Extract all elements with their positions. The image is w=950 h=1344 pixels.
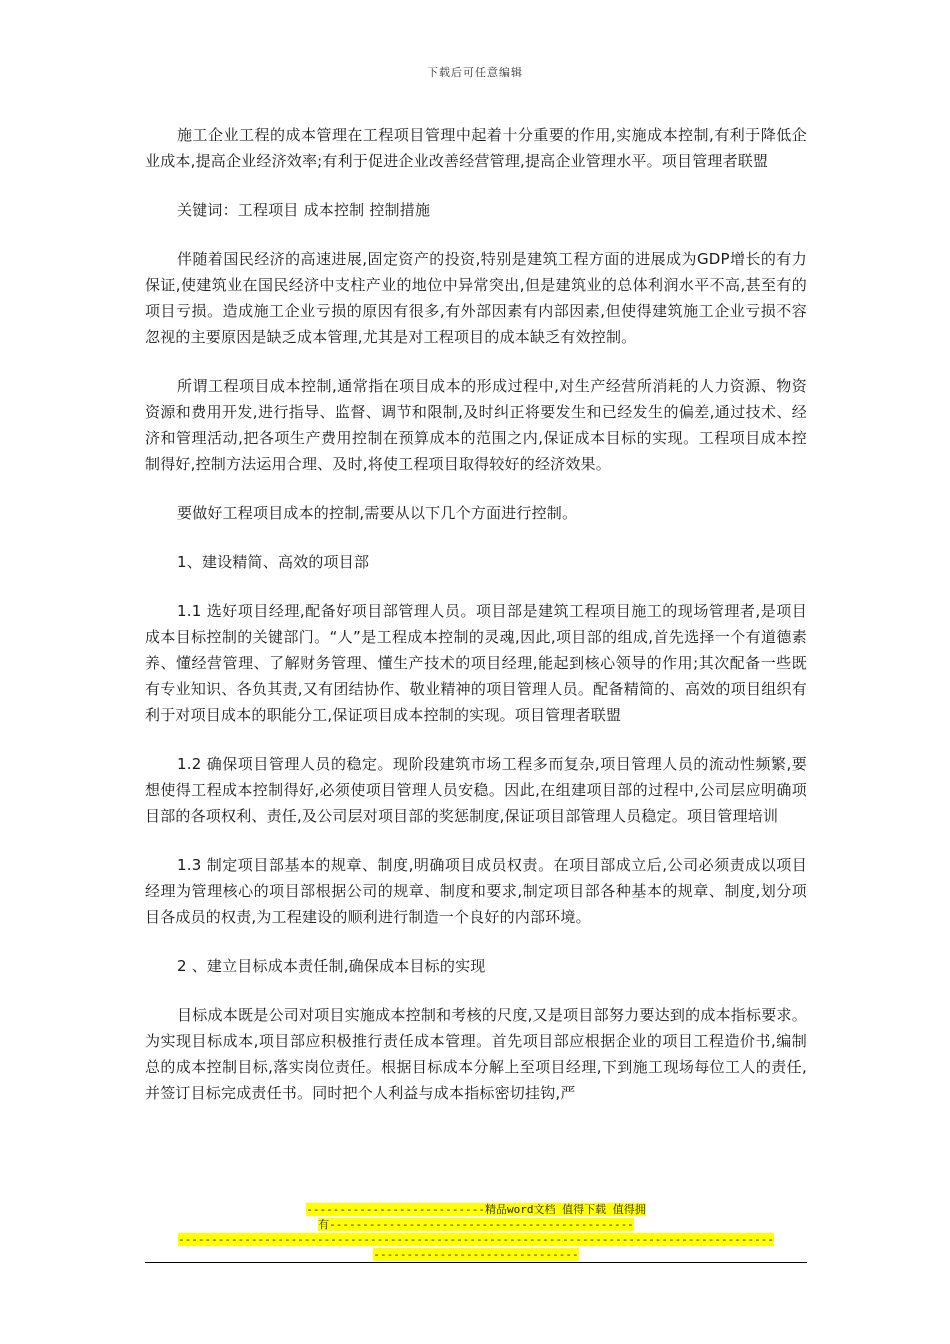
footer-line-4: -------------------------------: [373, 1248, 579, 1261]
document-body: [145, 122, 807, 1106]
paragraph-definition: 所谓工程项目成本控制,通常指在项目成本的形成过程中,对生产经营所消耗的人力资源、物资资源和费用开发,进行指导、监督、调节和限制,及时纠正将要发生和已经发生的偏差,通过技术、经济和管理活动,把各项生产费用控制在预算成本的范围之内,保证成本目标的实现。工程项目成本控制得好,控制方法运用合理、及时,将使工程项目取得较好的经济效果。: [145, 377, 807, 473]
paragraph-overview: 要做好工程项目成本的控制,需要从以下几个方面进行控制。: [177, 504, 578, 522]
paragraph-background: 伴随着国民经济的高速进展,固定资产的投资,特别是建筑工程方面的进展成为GDP增长的有力保证,使建筑业在国民经济中支柱产业的地位中异常突出,但是建筑业的总体利润水平不高,甚至有的项目亏损。造成施工企业亏损的原因有很多,有外部因素有内部因素,但使得建筑施工企业亏损不容忽视的主要原因是缺乏成本管理,尤其是对工程项目的成本缺乏有效控制。: [145, 250, 807, 346]
paragraph-intro: 施工企业工程的成本管理在工程项目管理中起着十分重要的作用,实施成本控制,有利于降低企业成本,提高企业经济效率;有利于促进企业改善经营管理,提高企业管理水平。项目管理者联盟: [145, 126, 807, 170]
footer-line-2: 有----------------------------------------------: [318, 1218, 634, 1231]
paragraph-1-1: 1.1 选好项目经理,配备好项目部管理人员。项目部是建筑工程项目施工的现场管理者,是项目成本目标控制的关键部门。“人”是工程成本控制的灵魂,因此,项目部的组成,首先选择一个有道德素养、懂经营管理、了解财务管理、懂生产技术的项目经理,能起到核心领导的作用;其次配备一些既有专业知识、各负其责,又有团结协作、敬业精神的项目管理人员。配备精简的、高效的项目组织有利于对项目成本的职能分工,保证项目成本控制的实现。项目管理者联盟: [145, 602, 807, 724]
paragraph-1-2: 1.2 确保项目管理人员的稳定。现阶段建筑市场工程多而复杂,项目管理人员的流动性频繁,要想使得工程成本控制得好,必须使项目管理人员安稳。因此,在组建项目部的过程中,公司层应明确项目部的各项权利、责任,及公司层对项目部的奖惩制度,保证项目部管理人员稳定。项目管理培训: [145, 755, 807, 825]
footer-banner: [145, 1202, 807, 1262]
section-heading-2: 2 、建立目标成本责任制,确保成本目标的实现: [177, 957, 486, 975]
paragraph-1-3: 1.3 制定项目部基本的规章、制度,明确项目成员权责。在项目部成立后,公司必须责成以项目经理为管理核心的项目部根据公司的规章、制度和要求,制定项目部各种基本的规章、制度,划分项目各成员的权责,为工程建设的顺利进行制造一个良好的内部环境。: [145, 856, 807, 926]
footer-line-3: ------------------------------------------------------------------------------------------: [177, 1233, 775, 1246]
footer-line-1: ---------------------------精品word文档 值得下载 值得拥: [306, 1203, 646, 1216]
page-header: 下载后可任意编辑: [427, 66, 523, 79]
paragraph-keywords: 关键词：工程项目 成本控制 控制措施: [177, 201, 431, 219]
footer-divider: [145, 1262, 807, 1263]
section-heading-1: 1、建设精简、高效的项目部: [177, 553, 370, 571]
paragraph-2-body: 目标成本既是公司对项目实施成本控制和考核的尺度,又是项目部努力要达到的成本指标要求。为实现目标成本,项目部应积极推行责任成本管理。首先项目部应根据企业的项目工程造价书,编制总的成本控制目标,落实岗位责任。根据目标成本分解上至项目经理,下到施工现场每位工人的责任,并签订目标完成责任书。同时把个人利益与成本指标密切挂钩,严: [145, 1006, 807, 1102]
